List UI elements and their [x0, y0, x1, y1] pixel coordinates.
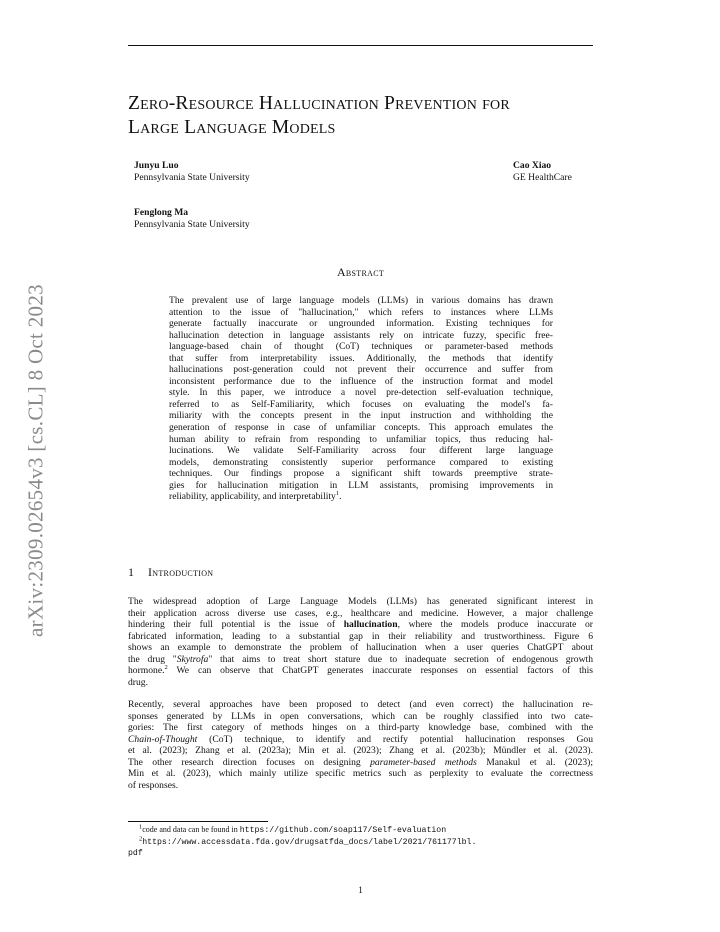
- footnote-text: code and data can be found in: [142, 825, 240, 834]
- para-line: gories: The first category of methods hinges on a third-party knowledge base, combined with the: [128, 722, 593, 734]
- line-text: Manakul et al. (2023);: [476, 756, 594, 768]
- abstract-last-line: [169, 491, 553, 503]
- abstract-line: miliarity with the concepts present in the input instruction and withholding the: [169, 410, 553, 422]
- line-text: the drug ": [128, 653, 177, 665]
- title-line-2: Large Language Models: [128, 117, 336, 138]
- section-number: 1: [128, 565, 134, 579]
- para-line: drug.: [128, 676, 148, 688]
- intro-paragraph-2: [128, 699, 593, 791]
- footnote-ref-1[interactable]: 1: [335, 490, 340, 498]
- line-text: hormone.: [128, 665, 165, 677]
- abstract-heading: Abstract: [336, 265, 385, 279]
- abstract-line: The prevalent use of large language models (LLMs) in various domains has drawn: [169, 295, 553, 306]
- para-line: [128, 619, 593, 631]
- footnote-link[interactable]: https://github.com/soap117/Self-evaluation: [239, 826, 447, 835]
- abstract-line: referred to as Self-Familiarity, which focuses on evaluating the model's fa-: [169, 398, 553, 410]
- footnote-mark: 2: [139, 835, 143, 843]
- para-line: sponses generated by LLMs in open conversations, which can be roughly classified into two cate-: [128, 710, 593, 722]
- author-name: Cao Xiao: [513, 160, 552, 171]
- title-line-1: Zero-Resource Hallucination Prevention for: [128, 93, 510, 114]
- abstract-line: style. In this paper, we introduce a novel pre-detection self-evaluation technique,: [169, 387, 553, 399]
- para-line: [128, 654, 593, 666]
- para-line: Min et al. (2023), which mainly utilize specific metrics such as perplexity to evaluate the correctness: [128, 768, 593, 780]
- arxiv-stamp-text: arXiv:2309.02654v3 [cs.CL] 8 Oct 2023: [23, 284, 48, 637]
- abstract-line: that suffer from interpretability issues. Additionally, the methods that identify: [169, 352, 553, 364]
- para-line: [128, 757, 593, 769]
- intro-paragraph-1: [128, 596, 593, 688]
- abstract-line: generate factually inaccurate or ungrounded information. Existing techniques for: [169, 318, 553, 330]
- footnote-mark: 1: [139, 823, 143, 831]
- author-affiliation: Pennsylvania State University: [134, 171, 250, 183]
- para-line: shows an example to demonstrate the problem of hallucination when a user queries ChatGPT about: [128, 642, 593, 654]
- line-text: The other research direction focuses on designing: [128, 756, 371, 768]
- abstract-end: .: [339, 491, 342, 503]
- abstract-line: gies for hallucination mitigation in LLM assistants, promising improvements in: [169, 479, 553, 491]
- paper-title: [128, 92, 598, 140]
- line-text: , where the models produce inaccurate or: [397, 619, 593, 631]
- para-line: Recently, several approaches have been proposed to detect (and even correct) the hallucination re-: [128, 699, 593, 710]
- abstract-line: language-based chain of thought (CoT) techniques or parameter-based methods: [169, 341, 553, 353]
- para-line: their application across diverse use cases, e.g., healthcare and medicine. However, a major challenge: [128, 607, 593, 619]
- abstract-line: techniques. Our findings propose a significant shift towards preemptive strate-: [169, 468, 553, 480]
- abstract-line: hallucination detection in language assistants rely on intricate fuzzy, specific free-: [169, 329, 553, 341]
- para-line: The widespread adoption of Large Language Models (LLMs) has generated significant interest in: [128, 596, 593, 607]
- abstract-line: inconsistent performance due to the influence of the instruction format and model: [169, 375, 553, 387]
- para-line: of responses.: [128, 779, 179, 791]
- footnote-link-continued[interactable]: pdf: [128, 849, 143, 858]
- abstract-line: human ability to refrain from responding to unfamiliar topics, thus reducing hal-: [169, 433, 553, 445]
- line-text: hindering their full potential is the issue of: [128, 619, 344, 631]
- footnote-1: [128, 825, 609, 836]
- line-text: (CoT) technique, to identify and rectify potential hallucination responses Gou: [197, 733, 593, 745]
- para-line: et al. (2023); Zhang et al. (2023a); Min et al. (2023); Zhang et al. (2023b); Mündler et al. (2023).: [128, 745, 593, 757]
- author-affiliation: Pennsylvania State University: [134, 218, 250, 230]
- author-affiliation: GE HealthCare: [513, 171, 572, 183]
- section-heading-introduction: [128, 565, 213, 580]
- footnote-rule: [128, 821, 268, 822]
- abstract-line: generation of response in case of unfamiliar concepts. This approach emulates the: [169, 422, 553, 434]
- para-line: fabricated information, leading to a substantial gap in their reliability and trustworthiness. Figure 6: [128, 630, 593, 642]
- author-name: Junyu Luo: [134, 160, 179, 171]
- para-line: [128, 665, 593, 677]
- line-text: We can observe that ChatGPT generates inaccurate responses on essential factors of this: [167, 665, 593, 677]
- abstract-line: models, demonstrating consistently superior performance compared to existing: [169, 456, 553, 468]
- footnote-link[interactable]: https://www.accessdata.fda.gov/drugsatfda_docs/label/2021/761177lbl.: [142, 838, 477, 847]
- abstract-body: [169, 295, 553, 503]
- page-number: 1: [358, 885, 363, 896]
- italic-term: parameter-based methods: [370, 756, 477, 768]
- footnote-2: [128, 837, 598, 859]
- author-name: Fenglong Ma: [134, 207, 189, 218]
- bold-term: hallucination: [343, 619, 398, 631]
- abstract-line: lucinations. We validate Self-Familiarity across four different large language: [169, 445, 553, 457]
- author-3: [134, 207, 250, 230]
- top-rule: [128, 45, 593, 46]
- abstract-line: hallucinations post-generation could not prevent their occurrence and suffer from: [169, 364, 553, 376]
- para-line: [128, 734, 593, 746]
- author-2: [513, 160, 572, 183]
- abstract-line-text: reliability, applicability, and interpretability: [169, 491, 336, 503]
- author-1: [134, 160, 250, 183]
- abstract-line: attention to the issue of "hallucination," which refers to instances where LLMs: [169, 306, 553, 318]
- footnote-ref-2[interactable]: 2: [164, 664, 168, 672]
- italic-term: Skytrofa: [176, 653, 209, 665]
- line-text: " that aims to treat short stature due to inadequate secretion of endogenous growth: [208, 653, 593, 665]
- section-title: Introduction: [148, 565, 214, 579]
- italic-term: Chain-of-Thought: [128, 733, 198, 745]
